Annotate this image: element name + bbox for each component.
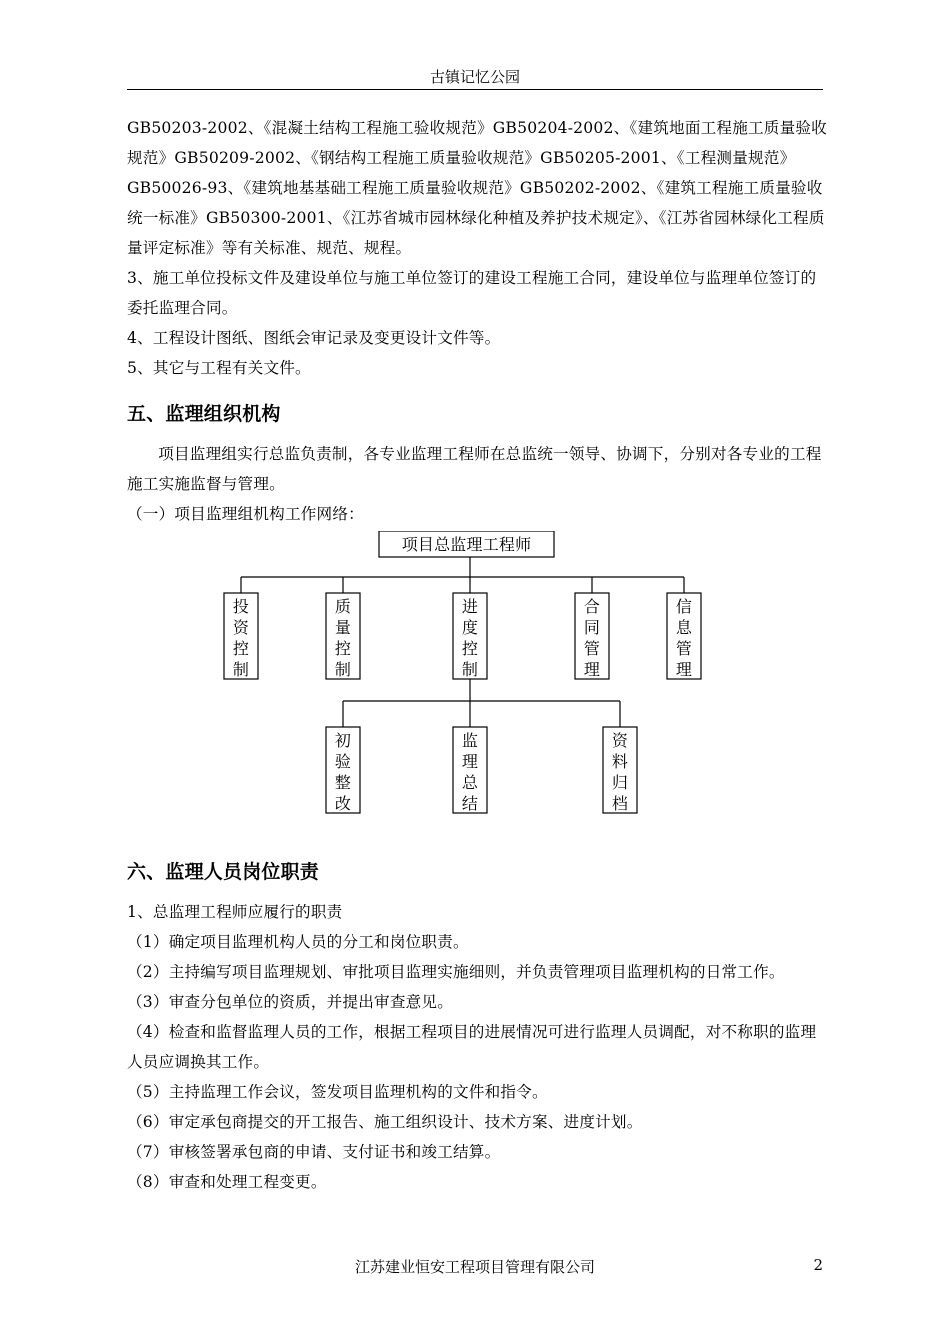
basis-item-5: 5、其它与工程有关文件。 <box>127 359 311 377</box>
duty-item-4: （4）检查和监督监理人员的工作，根据工程项目的进展情况可进行监理人员调配，对不称职的监理人员应调换其工作。 <box>127 1023 817 1071</box>
org-node-schedule-label: 进度控制 <box>461 597 479 679</box>
section-5-intro: 项目监理组实行总监负责制，各专业监理工程师在总监统一领导、协调下，分别对各专业的工程施工实施监督与管理。 <box>127 445 822 493</box>
org-node-information <box>667 593 701 679</box>
page-number: 2 <box>813 1256 823 1274</box>
org-node-investment-label: 投资控制 <box>232 597 250 679</box>
basis-item-3: 3、施工单位投标文件及建设单位与施工单位签订的建设工程施工合同，建设单位与监理单位签订的委托监理合同。 <box>127 269 817 317</box>
org-node-investment <box>224 593 258 679</box>
standards-paragraph: GB50203-2002、《混凝土结构工程施工验收规范》GB50204-2002、《建筑地面工程施工质量验收规范》GB50209-2002、《钢结构工程施工质量验收规范》GB50205-2001、《工程测量规范》GB50026-93、《建筑地基基础工程施工质量验收规范》GB50202-2002、《建筑工程施工质量验收统一标准》GB50300-2001、《江苏省城市园林绿化种植及养护技术规定》、《江苏省园林绿化工程质量评定标准》等有关标准、规范、规程。 <box>127 119 827 257</box>
org-node-inspection-label: 初验整改 <box>334 731 352 813</box>
document-body <box>127 113 827 1197</box>
section-6-heading: 六、监理人员岗位职责 <box>127 861 320 883</box>
org-node-schedule <box>453 593 487 679</box>
org-node-contract <box>575 593 609 679</box>
duty-subheading: 1、总监理工程师应履行的职责 <box>127 903 343 921</box>
org-chart <box>127 531 827 841</box>
duty-item-3: （3）审查分包单位的资质，并提出审查意见。 <box>127 993 453 1011</box>
duty-item-5: （5）主持监理工作会议，签发项目监理机构的文件和指令。 <box>127 1083 548 1101</box>
duty-item-1: （1）确定项目监理机构人员的分工和岗位职责。 <box>127 933 469 951</box>
header-divider <box>127 89 823 90</box>
org-node-information-label: 信息管理 <box>675 597 693 679</box>
org-node-contract-label: 合同管理 <box>583 597 601 679</box>
page-header-title: 古镇记忆公园 <box>429 68 520 86</box>
org-node-inspection <box>326 727 360 813</box>
footer-company: 江苏建业恒安工程项目管理有限公司 <box>354 1258 595 1276</box>
org-node-summary-label: 监理总结 <box>461 731 479 813</box>
org-root-label: 项目总监理工程师 <box>401 535 532 554</box>
duty-item-6: （6）审定承包商提交的开工报告、施工组织设计、技术方案、进度计划。 <box>127 1113 643 1131</box>
org-node-quality <box>326 593 360 679</box>
section-5-heading: 五、监理组织机构 <box>127 403 281 425</box>
duty-item-8: （8）审查和处理工程变更。 <box>127 1173 327 1191</box>
duty-item-7: （7）审核签署承包商的申请、支付证书和竣工结算。 <box>127 1143 501 1161</box>
org-node-archive <box>603 727 637 813</box>
duty-item-2: （2）主持编写项目监理规划、审批项目监理实施细则，并负责管理项目监理机构的日常工作。 <box>127 963 785 981</box>
basis-item-4: 4、工程设计图纸、图纸会审记录及变更设计文件等。 <box>127 329 501 347</box>
org-node-summary <box>453 727 487 813</box>
org-root <box>379 531 554 557</box>
org-node-quality-label: 质量控制 <box>334 597 352 679</box>
org-node-archive-label: 资料归档 <box>611 731 629 813</box>
network-label: （一）项目监理组机构工作网络： <box>127 505 364 523</box>
